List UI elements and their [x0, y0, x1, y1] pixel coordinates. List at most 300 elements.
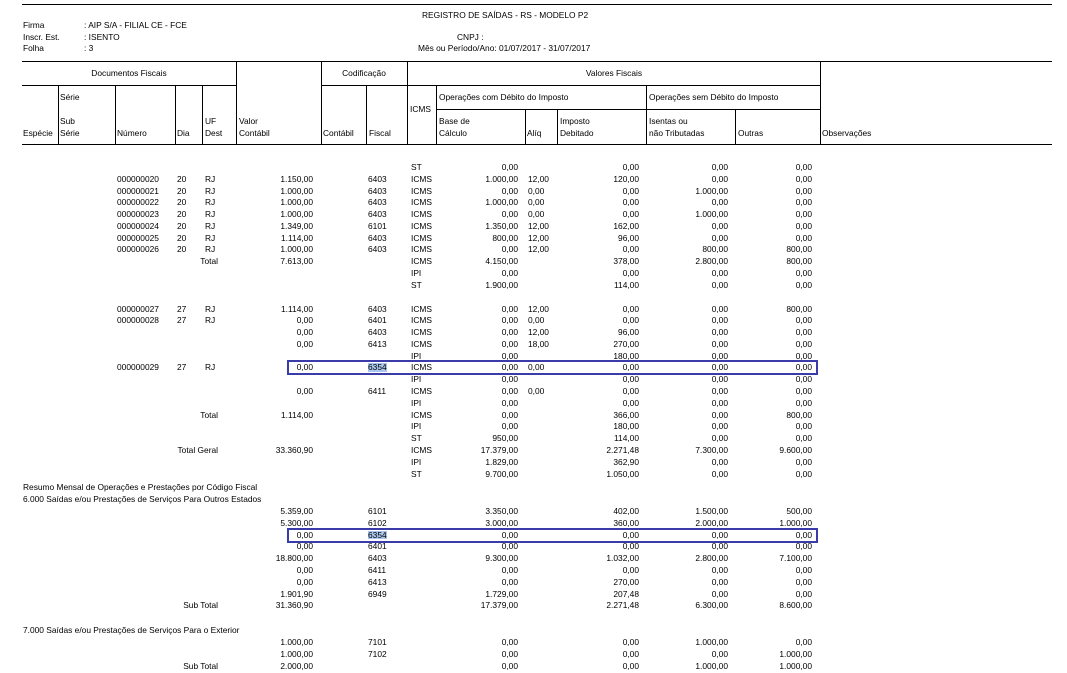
- cell-imposto: 0,00: [622, 185, 639, 196]
- cell-tipo: ICMS: [411, 303, 432, 314]
- cell-isentas: 0,00: [711, 197, 728, 208]
- cell-fiscal: 6411: [368, 565, 387, 575]
- cell-base: 0,00: [501, 268, 518, 279]
- cell-uf: RJ: [205, 362, 216, 373]
- cell-outras: 0,00: [795, 374, 812, 385]
- cell-isentas: 2.800,00: [695, 256, 728, 267]
- cell-aliq: 12,00: [528, 232, 549, 243]
- cell-imposto: 0,00: [622, 244, 639, 255]
- cell-outras: 0,00: [795, 197, 812, 208]
- cell-outras: 0,00: [795, 565, 812, 575]
- cell-isentas: 0,00: [711, 565, 728, 575]
- cell-base: 0,00: [501, 409, 518, 420]
- rule-top: [22, 4, 1052, 5]
- cell-valor: 33.360,90: [275, 444, 313, 455]
- rule-docs-sub: [22, 85, 236, 86]
- cell-outras: 0,00: [795, 185, 812, 196]
- cell-isentas: 0,00: [711, 409, 728, 420]
- cell-base: 0,00: [501, 338, 518, 349]
- cell-valor: 1.000,00: [280, 185, 313, 196]
- cell-outras: 0,00: [795, 327, 812, 338]
- cell-isentas: 1.500,00: [695, 506, 728, 516]
- summary-group1-title: 6.000 Saídas e/ou Prestações de Serviços Para Outros Estados: [23, 494, 262, 504]
- cell-base: 1.350,00: [485, 220, 518, 231]
- cell-imposto: 270,00: [613, 338, 639, 349]
- cell-aliq: 12,00: [528, 327, 549, 338]
- cell-fiscal: 6101: [368, 220, 387, 231]
- cell-outras: 0,00: [795, 433, 812, 444]
- cell-base: 1.829,00: [485, 456, 518, 467]
- cell-outras: 0,00: [795, 468, 812, 479]
- cell-isentas: 0,00: [711, 421, 728, 432]
- cell-base: 0,00: [501, 660, 518, 671]
- hdr-imposto-1: Imposto: [560, 116, 590, 126]
- hdr-fiscal: Fiscal: [369, 128, 391, 138]
- rule-ops-sub: [436, 109, 821, 110]
- cell-imposto: 366,00: [613, 409, 639, 420]
- report-title: REGISTRO DE SAÍDAS - RS - MODELO P2: [422, 10, 589, 20]
- cell-base: 1.729,00: [485, 588, 518, 599]
- cell-imposto: 0,00: [622, 268, 639, 279]
- cell-numero: 000000022: [117, 197, 159, 208]
- cell-fiscal: 6403: [368, 197, 387, 208]
- firma-value: : AIP S/A - FILIAL CE - FCE: [84, 20, 187, 30]
- cell-aliq: 0,00: [528, 386, 545, 397]
- cell-outras: 0,00: [795, 220, 812, 231]
- rule-vf-sub: [407, 85, 821, 86]
- cell-imposto: 120,00: [613, 173, 639, 184]
- cell-outras: 0,00: [795, 232, 812, 243]
- cell-outras: 1.000,00: [779, 648, 812, 659]
- cell-valor: 0,00: [296, 386, 313, 397]
- cell-valor: 1.000,00: [280, 637, 313, 647]
- cell-base: 17.379,00: [480, 600, 518, 611]
- cell-valor: 1.114,00: [281, 409, 313, 420]
- cell-valor: 31.360,90: [275, 600, 313, 611]
- inscr-label: Inscr. Est.: [23, 32, 60, 42]
- cell-outras: 0,00: [795, 386, 812, 397]
- cell-outras: 0,00: [795, 268, 812, 279]
- cell-isentas: 1.000,00: [695, 209, 728, 220]
- cell-outras: 0,00: [795, 397, 812, 408]
- cell-isentas: 0,00: [711, 338, 728, 349]
- cell-outras: 1.000,00: [779, 660, 812, 671]
- cell-base: 0,00: [501, 421, 518, 432]
- cell-isentas: 2.800,00: [695, 553, 728, 564]
- cell-dia: 20: [177, 220, 187, 231]
- cell-imposto: 0,00: [622, 660, 639, 671]
- cell-imposto: 1.050,00: [606, 468, 639, 479]
- cell-isentas: 0,00: [711, 315, 728, 326]
- cell-base: 0,00: [501, 374, 518, 385]
- cell-valor: 1.000,00: [280, 244, 313, 255]
- cell-label: Total: [200, 409, 218, 420]
- cell-tipo: ICMS: [411, 220, 432, 231]
- hdr-numero: Número: [117, 128, 147, 138]
- cell-fiscal: 6411: [368, 386, 387, 397]
- cell-valor: 0,00: [296, 565, 313, 575]
- cell-valor: 5.359,00: [280, 506, 313, 516]
- cell-aliq: 0,00: [528, 197, 545, 208]
- cell-fiscal: 6102: [368, 517, 387, 528]
- cell-uf: RJ: [205, 232, 216, 243]
- cell-base: 0,00: [501, 529, 518, 540]
- cell-isentas: 1.000,00: [695, 660, 728, 671]
- col-line: [58, 85, 59, 144]
- cell-isentas: 0,00: [711, 268, 728, 279]
- cell-valor: 1.114,00: [281, 232, 313, 243]
- cell-base: 0,00: [501, 648, 518, 659]
- cell-fiscal: 6354: [368, 362, 387, 373]
- cell-isentas: 0,00: [711, 303, 728, 314]
- cell-dia: 20: [177, 197, 187, 208]
- cell-tipo: ICMS: [411, 232, 432, 243]
- cell-imposto: 0,00: [622, 386, 639, 397]
- summary-title: Resumo Mensal de Operações e Prestações por Código Fiscal: [23, 482, 258, 492]
- cell-base: 800,00: [492, 232, 518, 243]
- cell-tipo: ICMS: [411, 197, 432, 208]
- cell-base: 3.350,00: [485, 506, 518, 516]
- cell-dia: 20: [177, 185, 187, 196]
- cell-dia: 27: [177, 315, 187, 326]
- cell-fiscal: 6403: [368, 327, 387, 338]
- hdr-isentas-1: Isentas ou: [649, 116, 688, 126]
- cell-isentas: 0,00: [711, 220, 728, 231]
- hdr-contabil: Contábil: [323, 128, 354, 138]
- cell-fiscal: 6403: [368, 303, 387, 314]
- cell-aliq: 12,00: [528, 244, 549, 255]
- cell-aliq: 0,00: [528, 315, 545, 326]
- col-line: [436, 85, 437, 144]
- hdr-op-com-debito: Operações com Débito do Imposto: [439, 92, 569, 102]
- cell-imposto: 114,00: [614, 279, 639, 290]
- cell-outras: 7.100,00: [779, 553, 812, 564]
- cell-imposto: 402,00: [613, 506, 639, 516]
- cell-label: Sub Total: [183, 600, 218, 611]
- cell-isentas: 0,00: [711, 397, 728, 408]
- cell-outras: 0,00: [795, 529, 812, 540]
- cell-valor: 0,00: [296, 541, 313, 552]
- hdr-icms: ICMS: [410, 104, 431, 114]
- cell-base: 0,00: [501, 565, 518, 575]
- cell-imposto: 0,00: [622, 197, 639, 208]
- cell-outras: 0,00: [795, 338, 812, 349]
- cell-outras: 0,00: [795, 209, 812, 220]
- cell-imposto: 180,00: [613, 421, 639, 432]
- cell-uf: RJ: [205, 220, 216, 231]
- cell-isentas: 0,00: [711, 279, 728, 290]
- cell-outras: 8.600,00: [779, 600, 812, 611]
- hdr-sub-serie-2: Série: [60, 128, 80, 138]
- cell-base: 0,00: [501, 350, 518, 361]
- cell-valor: 1.901,90: [280, 588, 313, 599]
- cell-uf: RJ: [205, 244, 216, 255]
- cell-uf: RJ: [205, 209, 216, 220]
- cell-valor: 1.000,00: [280, 209, 313, 220]
- cell-isentas: 0,00: [711, 173, 728, 184]
- cell-base: 9.700,00: [485, 468, 518, 479]
- cell-base: 0,00: [501, 362, 518, 373]
- cell-base: 0,00: [501, 386, 518, 397]
- cell-imposto: 270,00: [613, 576, 639, 587]
- cell-outras: 0,00: [795, 541, 812, 552]
- folha-value: : 3: [84, 43, 94, 53]
- cell-valor: 0,00: [296, 315, 313, 326]
- cell-base: 0,00: [501, 209, 518, 220]
- hdr-imposto-2: Debitado: [560, 128, 594, 138]
- cell-outras: 0,00: [795, 456, 812, 467]
- cell-isentas: 0,00: [711, 374, 728, 385]
- cell-imposto: 2.271,48: [606, 444, 639, 455]
- cell-fiscal: 6401: [368, 315, 387, 326]
- cell-uf: RJ: [205, 185, 216, 196]
- cell-tipo: IPI: [411, 421, 422, 432]
- col-line: [735, 109, 736, 144]
- cell-valor: 18.800,00: [275, 553, 313, 564]
- cell-outras: 0,00: [795, 315, 812, 326]
- cell-isentas: 0,00: [711, 232, 728, 243]
- cell-isentas: 800,00: [702, 244, 728, 255]
- cell-fiscal: 6403: [368, 173, 387, 184]
- cell-valor: 0,00: [296, 338, 313, 349]
- cell-base: 0,00: [501, 397, 518, 408]
- cell-tipo: ICMS: [411, 256, 432, 267]
- cell-aliq: 0,00: [528, 185, 545, 196]
- cell-tipo: ICMS: [411, 444, 432, 455]
- cell-base: 0,00: [501, 315, 518, 326]
- hdr-aliq: Alíq: [527, 128, 542, 138]
- cell-imposto: 0,00: [622, 637, 639, 647]
- cell-fiscal: 6403: [368, 553, 387, 564]
- cell-tipo: ICMS: [411, 315, 432, 326]
- hdr-op-sem-debito: Operações sem Débito do Imposto: [649, 92, 779, 102]
- cell-outras: 500,00: [786, 506, 812, 516]
- cell-fiscal: 6949: [368, 588, 387, 599]
- cell-isentas: 7.300,00: [695, 444, 728, 455]
- cell-base: 0,00: [501, 576, 518, 587]
- cell-valor: 0,00: [296, 362, 313, 373]
- cell-aliq: 12,00: [528, 173, 549, 184]
- cell-dia: 20: [177, 232, 187, 243]
- cell-base: 0,00: [501, 327, 518, 338]
- col-line: [115, 85, 116, 144]
- cell-isentas: 0,00: [711, 648, 728, 659]
- cell-numero: 000000028: [117, 315, 159, 326]
- cell-imposto: 96,00: [618, 327, 639, 338]
- cell-uf: RJ: [205, 197, 216, 208]
- cell-valor: 0,00: [296, 576, 313, 587]
- cell-numero: 000000026: [117, 244, 159, 255]
- rule-header-bottom: [22, 144, 1052, 145]
- cell-tipo: IPI: [411, 350, 422, 361]
- cell-tipo: IPI: [411, 268, 422, 279]
- cell-isentas: 1.000,00: [695, 185, 728, 196]
- cell-fiscal: 6403: [368, 244, 387, 255]
- cell-tipo: ICMS: [411, 209, 432, 220]
- cell-imposto: 0,00: [622, 162, 639, 172]
- rule-cod-sub: [321, 85, 407, 86]
- cell-outras: 0,00: [795, 576, 812, 587]
- hdr-uf-2: Dest: [205, 128, 223, 138]
- firma-label: Firma: [23, 20, 45, 30]
- cell-isentas: 0,00: [711, 468, 728, 479]
- cell-dia: 20: [177, 173, 187, 184]
- cell-imposto: 0,00: [622, 648, 639, 659]
- col-line: [646, 85, 647, 144]
- cell-imposto: 362,90: [613, 456, 639, 467]
- cell-tipo: ICMS: [411, 338, 432, 349]
- cell-imposto: 360,00: [613, 517, 639, 528]
- cell-valor: 0,00: [296, 529, 313, 540]
- cell-imposto: 0,00: [622, 303, 639, 314]
- cell-imposto: 0,00: [622, 315, 639, 326]
- cell-valor: 1.114,00: [281, 303, 313, 314]
- cell-base: 0,00: [501, 637, 518, 647]
- cell-numero: 000000020: [117, 173, 159, 184]
- cell-base: 17.379,00: [480, 444, 518, 455]
- cell-imposto: 0,00: [622, 209, 639, 220]
- cell-tipo: ICMS: [411, 244, 432, 255]
- cell-fiscal: 7102: [368, 648, 387, 659]
- cell-aliq: 0,00: [528, 209, 545, 220]
- highlight-box: [287, 360, 818, 375]
- col-line: [175, 85, 176, 144]
- col-line: [525, 109, 526, 144]
- cell-imposto: 0,00: [622, 362, 639, 373]
- cell-fiscal: 7101: [368, 637, 387, 647]
- cell-tipo: ICMS: [411, 409, 432, 420]
- cell-imposto: 378,00: [613, 256, 639, 267]
- cell-aliq: 12,00: [528, 220, 549, 231]
- cell-isentas: 0,00: [711, 529, 728, 540]
- cell-base: 9.300,00: [485, 553, 518, 564]
- cell-tipo: ICMS: [411, 362, 432, 373]
- hdr-observacoes: Observações: [822, 128, 872, 138]
- cell-valor: 5.300,00: [280, 517, 313, 528]
- summary-group2-title: 7.000 Saídas e/ou Prestações de Serviços Para o Exterior: [23, 625, 240, 635]
- cell-base: 0,00: [501, 244, 518, 255]
- highlight-box: [287, 528, 818, 543]
- col-line: [202, 85, 203, 144]
- col-line: [557, 109, 558, 144]
- cnpj-label: CNPJ :: [457, 32, 484, 42]
- col-line: [366, 85, 367, 144]
- cell-valor: 1.000,00: [280, 197, 313, 208]
- hdr-base-2: Cálculo: [439, 128, 467, 138]
- hdr-codificacao: Codificação: [342, 68, 386, 78]
- cell-imposto: 0,00: [622, 565, 639, 575]
- cell-fiscal: 6101: [368, 506, 387, 516]
- cell-tipo: ST: [411, 279, 422, 290]
- cell-numero: 000000021: [117, 185, 159, 196]
- cell-fiscal: 6403: [368, 209, 387, 220]
- hdr-outras: Outras: [738, 128, 764, 138]
- cell-base: 1.900,00: [485, 279, 518, 290]
- hdr-sub-serie-1: Sub: [60, 116, 75, 126]
- cell-imposto: 180,00: [613, 350, 639, 361]
- cell-aliq: 18,00: [528, 338, 549, 349]
- cell-isentas: 0,00: [711, 456, 728, 467]
- cell-aliq: 12,00: [528, 303, 549, 314]
- cell-valor: 1.349,00: [280, 220, 313, 231]
- cell-outras: 800,00: [786, 244, 812, 255]
- rule-header-top: [22, 61, 1052, 62]
- hdr-documentos-fiscais: Documentos Fiscais: [91, 68, 167, 78]
- cell-uf: RJ: [205, 173, 216, 184]
- hdr-valor-2: Contábil: [239, 128, 270, 138]
- cell-valor: 2.000,00: [280, 660, 313, 671]
- cell-base: 4.150,00: [485, 256, 518, 267]
- cell-numero: 000000029: [117, 362, 159, 373]
- cell-outras: 0,00: [795, 588, 812, 599]
- cell-fiscal: 6401: [368, 541, 387, 552]
- cell-isentas: 0,00: [711, 362, 728, 373]
- cell-isentas: 0,00: [711, 576, 728, 587]
- cell-outras: 0,00: [795, 362, 812, 373]
- cell-outras: 0,00: [795, 421, 812, 432]
- cell-tipo: ICMS: [411, 185, 432, 196]
- cell-isentas: 0,00: [711, 386, 728, 397]
- cell-fiscal: 6354: [368, 529, 387, 540]
- cell-tipo: ST: [411, 433, 422, 444]
- cell-isentas: 0,00: [711, 433, 728, 444]
- cell-label: Total Geral: [177, 444, 218, 455]
- cell-uf: RJ: [205, 315, 216, 326]
- cell-valor: 7.613,00: [280, 256, 313, 267]
- cell-dia: 27: [177, 303, 187, 314]
- cell-imposto: 2.271,48: [606, 600, 639, 611]
- col-line: [236, 61, 237, 144]
- cell-imposto: 0,00: [622, 397, 639, 408]
- cell-fiscal: 6413: [368, 576, 387, 587]
- cell-imposto: 1.032,00: [606, 553, 639, 564]
- cell-tipo: ICMS: [411, 173, 432, 184]
- cell-isentas: 0,00: [711, 162, 728, 172]
- cell-tipo: ICMS: [411, 327, 432, 338]
- hdr-dia: Dia: [177, 128, 190, 138]
- cell-fiscal: 6403: [368, 185, 387, 196]
- cell-isentas: 0,00: [711, 588, 728, 599]
- hdr-base-1: Base de: [439, 116, 470, 126]
- cell-base: 0,00: [501, 162, 518, 172]
- cell-base: 3.000,00: [485, 517, 518, 528]
- hdr-uf-1: UF: [205, 116, 217, 126]
- hdr-especie: Espécie: [23, 128, 53, 138]
- cell-outras: 0,00: [795, 162, 812, 172]
- hdr-valores-fiscais: Valores Fiscais: [585, 68, 643, 78]
- cell-isentas: 0,00: [711, 350, 728, 361]
- cell-base: 0,00: [501, 303, 518, 314]
- cell-base: 0,00: [501, 541, 518, 552]
- cell-base: 950,00: [492, 433, 518, 444]
- inscr-value: : ISENTO: [84, 32, 120, 42]
- folha-label: Folha: [23, 43, 44, 53]
- cell-outras: 800,00: [786, 256, 812, 267]
- cell-outras: 800,00: [786, 303, 812, 314]
- cell-tipo: IPI: [411, 397, 422, 408]
- cell-imposto: 0,00: [622, 529, 639, 540]
- cell-tipo: ST: [411, 468, 422, 479]
- cell-isentas: 6.300,00: [695, 600, 728, 611]
- cell-outras: 0,00: [795, 279, 812, 290]
- cell-aliq: 0,00: [528, 362, 545, 373]
- periodo: Mês ou Período/Ano: 01/07/2017 - 31/07/2017: [418, 43, 591, 53]
- cell-label: Total: [200, 256, 218, 267]
- cell-isentas: 2.000,00: [695, 517, 728, 528]
- cell-dia: 27: [177, 362, 187, 373]
- cell-valor: 0,00: [296, 327, 313, 338]
- hdr-valor-1: Valor: [239, 116, 258, 126]
